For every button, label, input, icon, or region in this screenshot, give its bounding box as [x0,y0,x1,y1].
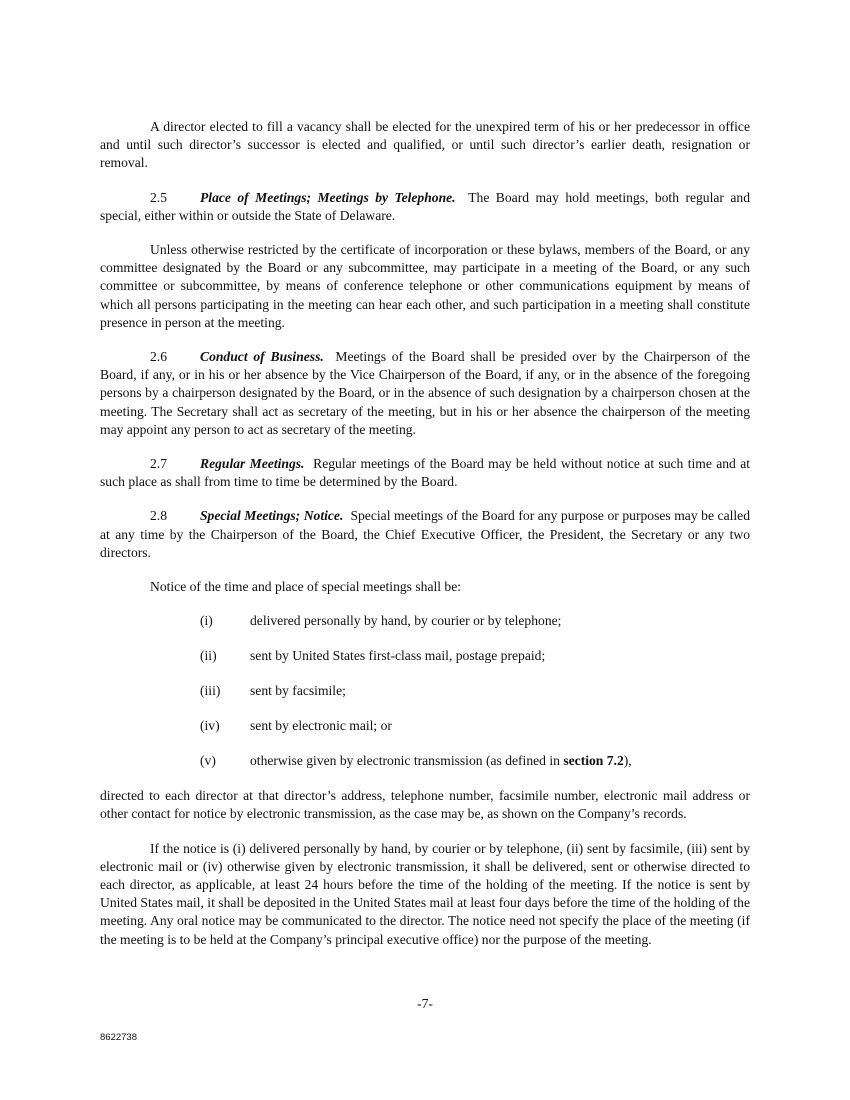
paragraph-directed: directed to each director at that director’s address, telephone number, facsimile number, electronic mail address or other contact for notice by electronic transmission, as the case may be, as shown on the Company’s records. [100,788,750,822]
section-heading: Conduct of Business. [200,349,324,365]
page-number: -7- [417,996,433,1011]
section-heading: Place of Meetings; Meetings by Telephone. [200,189,456,205]
document-body [100,118,750,965]
section-reference: section 7.2 [563,753,624,769]
section-2-8 [100,507,750,562]
list-item-text: sent by electronic mail; or [250,718,392,734]
paragraph-vacancy: A director elected to fill a vacancy shall be elected for the unexpired term of his or her predecessor in office and until such director’s successor is elected and qualified, or until such director’s earlier death, resignation or removal. [100,119,750,171]
list-item-label: (iv) [200,718,220,734]
list-item [100,717,750,735]
section-2-6 [100,348,750,439]
list-item-label: (ii) [200,648,217,664]
section-2-5 [100,189,750,225]
list-item-text: delivered personally by hand, by courier or by telephone; [250,613,562,629]
section-number: 2.5 [150,189,167,205]
list-item-label: (i) [200,613,213,629]
paragraph-notice-intro: Notice of the time and place of special meetings shall be: [150,579,462,595]
list-item-label: (iii) [200,683,221,699]
paragraph-delivery: If the notice is (i) delivered personally by hand, by courier or by telephone, (ii) sent by facsimile, (iii) sent by electronic mail or (iv) otherwise given by electronic transmission, it shall be delivered, sent or otherwise directed to each director, as applicable, at least 24 hours before the time of the holding of the meeting. If the notice is sent by United States mail, it shall be deposited in the United States mail at least four days before the time of the holding of the meeting. Any oral notice may be communicated to the director. The notice need not specify the place of the meeting (if the meeting is to be held at the Company’s principal executive office) nor the purpose of the meeting. [100,840,750,947]
section-text: Special meetings of the Board for any purpose or purposes may be called at any time by the Chairperson of the Board, the Chief Executive Officer, the President, the Secretary or any two directors. [100,508,750,560]
section-text: The Board may hold meetings, both regular and special, either within or outside the State of Delaware. [100,189,751,223]
notice-method-list [100,612,750,770]
list-item [100,682,750,700]
section-number: 2.6 [150,349,167,365]
list-item [100,612,750,630]
list-item [100,752,750,770]
section-text: Meetings of the Board shall be presided over by the Chairperson of the Board, if any, or in his or her absence by the Vice Chairperson of the Board, if any, or in the absence of the foregoing persons by a chairperson designated by the Board, or in the absence of such designation by a chairperson chosen at the meeting. The Secretary shall act as secretary of the meeting, but in his or her absence the chairperson of the meeting may appoint any person to act as secretary of the meeting. [100,349,751,437]
list-item [100,647,750,665]
list-item-text: sent by United States first-class mail, postage prepaid; [250,648,546,664]
list-item-label: (v) [200,753,216,769]
section-text: Regular meetings of the Board may be held without notice at such time and at such place as shall from time to time be determined by the Board. [100,456,751,490]
section-heading: Regular Meetings. [200,456,305,472]
document-id: 8622738 [100,1032,137,1043]
section-2-7 [100,455,750,491]
list-item-tail: ), [623,753,632,769]
list-item-text-main: otherwise given by electronic transmission (as defined in [250,753,560,769]
section-number: 2.8 [150,508,167,524]
list-item-text: sent by facsimile; [250,683,346,699]
section-heading: Special Meetings; Notice. [200,508,344,524]
list-item-text [250,752,632,770]
paragraph-telephone: Unless otherwise restricted by the certificate of incorporation or these bylaws, members of the Board, or any committee designated by the Board or any subcommittee, may participate in a meeting of the Board, or any such committee or subcommittee, by means of conference telephone or other communications equipment by means of which all persons participating in the meeting can hear each other, and such participation in a meeting shall constitute presence in person at the meeting. [100,242,750,330]
section-number: 2.7 [150,456,167,472]
